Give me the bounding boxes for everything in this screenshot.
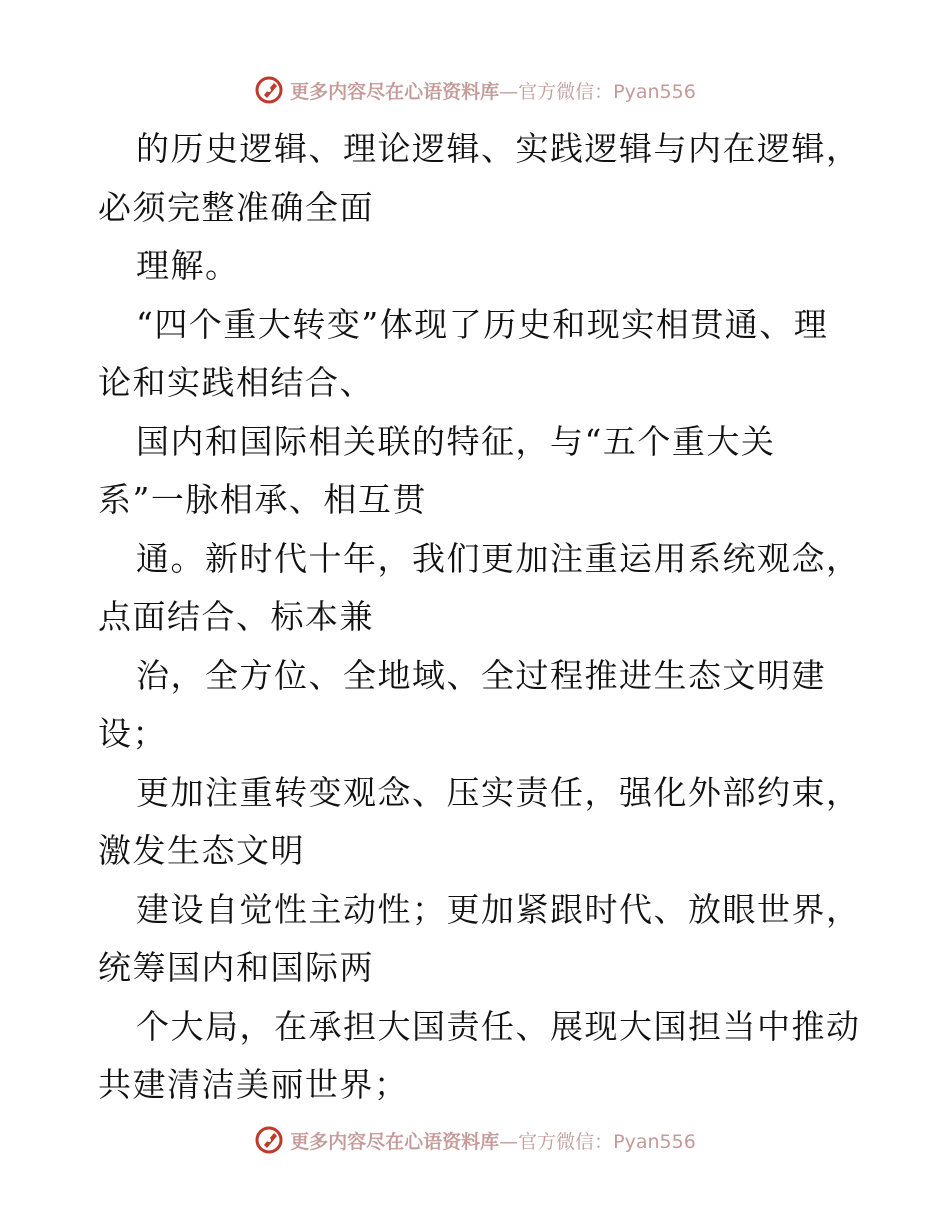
footer-separator: — — [499, 1130, 519, 1153]
body-line: 必须完整准确全面 — [98, 187, 374, 227]
body-line: 系”一脉相承、相互贯 — [98, 480, 427, 519]
header-wechat-text: 官方微信：Pyan556 — [518, 80, 696, 103]
body-line: 更加注重转变观念、压实责任，强化外部约束， — [136, 772, 861, 812]
footer-brand-text: 更多内容尽在心语资料库 — [290, 1130, 500, 1153]
body-line: 论和实践相结合、 — [98, 363, 374, 402]
body-line: 统筹国内和国际两 — [98, 948, 374, 987]
header-separator: — — [499, 80, 519, 103]
body-line: 的历史逻辑、理论逻辑、实践逻辑与内在逻辑， — [136, 129, 861, 168]
header-brand-text: 更多内容尽在心语资料库 — [290, 80, 500, 103]
header-banner-text — [290, 77, 696, 104]
body-line: 点面结合、标本兼 — [98, 597, 374, 636]
body-line: 建设自觉性主动性；更加紧跟时代、放眼世界， — [136, 889, 861, 929]
body-line: 理解。 — [136, 246, 240, 285]
footer-banner — [0, 1120, 950, 1160]
body-line: 个大局，在承担大国责任、展现大国担当中推动 — [136, 1006, 861, 1046]
body-line: 设； — [98, 714, 167, 753]
body-line: 激发生态文明 — [98, 831, 305, 870]
body-line: “四个重大转变”体现了历史和现实相贯通、理 — [136, 304, 829, 344]
document-body — [98, 120, 861, 1115]
body-line: 国内和国际相关联的特征，与“五个重大关 — [136, 421, 776, 461]
footer-banner-text — [290, 1127, 696, 1154]
header-banner — [0, 70, 950, 110]
body-line: 通。新时代十年，我们更加注重运用系统观念， — [136, 538, 861, 578]
pen-nib-logo-icon — [254, 1125, 284, 1155]
body-line: 治，全方位、全地域、全过程推进生态文明建 — [136, 655, 826, 695]
pen-nib-logo-icon — [254, 75, 284, 105]
body-line: 共建清洁美丽世界； — [98, 1065, 409, 1104]
footer-wechat-text: 官方微信：Pyan556 — [518, 1130, 696, 1153]
